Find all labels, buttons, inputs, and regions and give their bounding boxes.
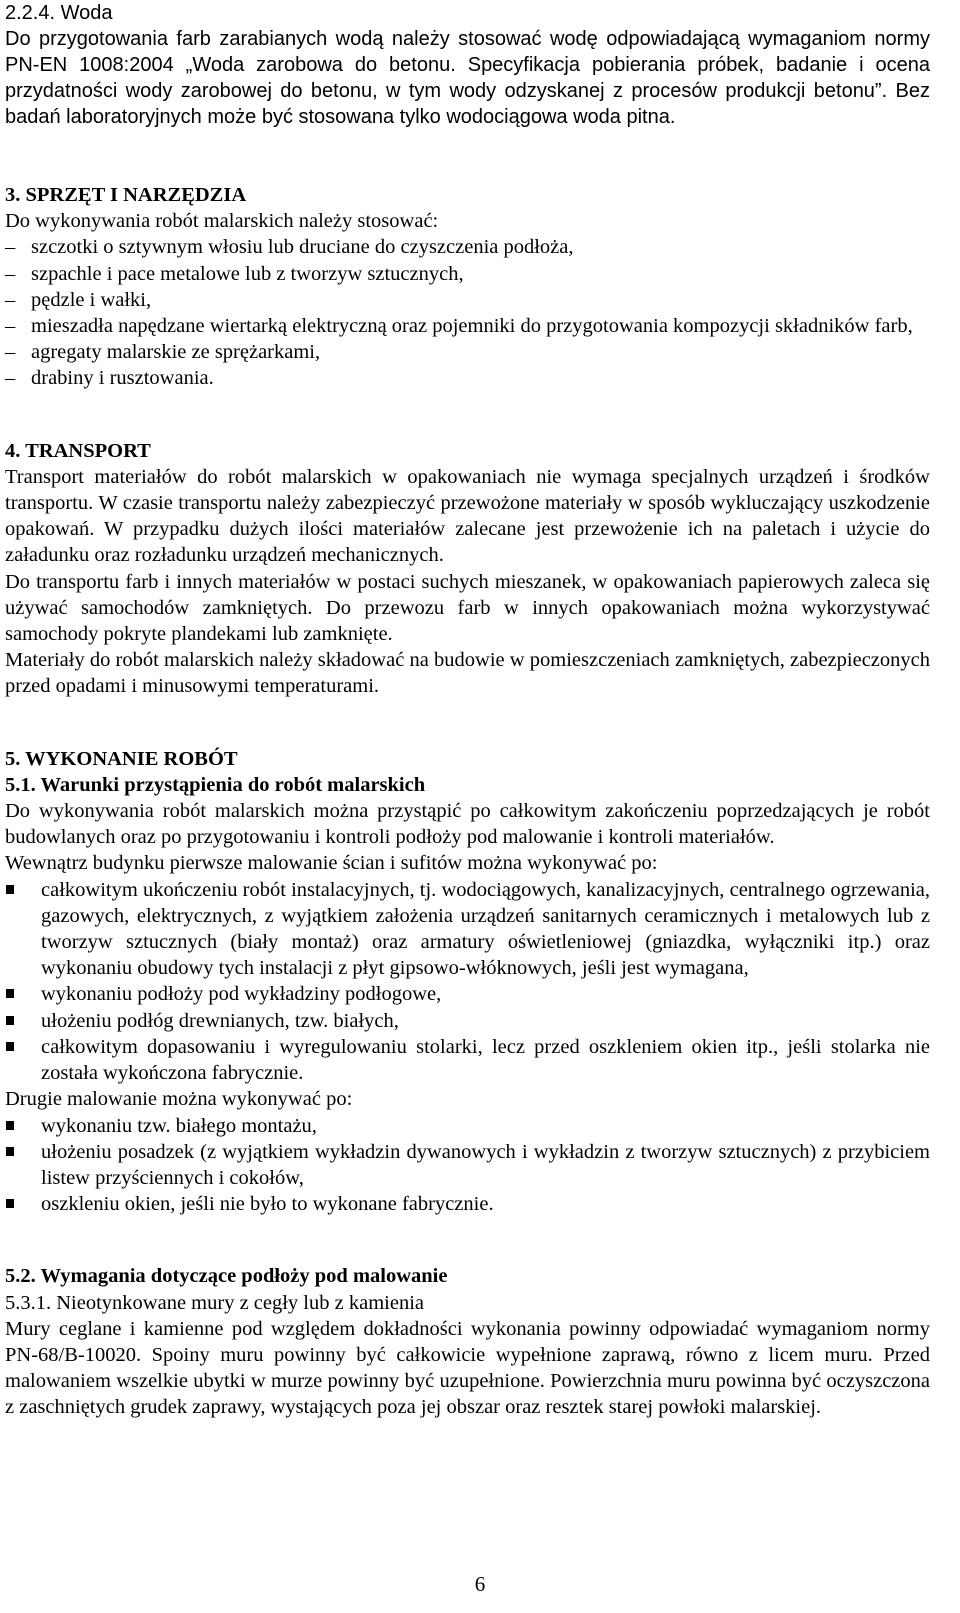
list-item: całkowitym ukończeniu robót instalacyjnych, tj. wodociągowych, kanalizacyjnych, centralnego ogrzewania, gazowych, elektrycznych, z wyjątkiem założenia urządzeń sanitarnych ceramicznych i metalowych lub z tworzyw sztucznych (biały montaż) oraz armatury oświetleniowej (gniazdka, wyłączniki itp.) oraz wykonaniu obudowy tych instalacji z płyt gipsowo-włóknowych, jeśli jest wymagana, bbox=[5, 877, 930, 982]
list-item: – agregaty malarskie ze sprężarkami, bbox=[5, 339, 930, 365]
dash-icon: – bbox=[5, 236, 16, 259]
square-bullet-icon bbox=[6, 1042, 14, 1051]
section-woda bbox=[5, 0, 930, 130]
dash-icon: – bbox=[5, 288, 16, 311]
section-podloza-heading: 5.2. Wymagania dotyczące podłoży pod malowanie bbox=[5, 1265, 448, 1288]
list-item: – drabiny i rusztowania. bbox=[5, 365, 930, 391]
section-wykonanie-subheading: 5.1. Warunki przystąpienia do robót malarskich bbox=[5, 773, 426, 796]
square-bullet-icon bbox=[6, 1121, 14, 1130]
section-woda-paragraph: Do przygotowania farb zarabianych wodą należy stosować wodę odpowiadającą wymaganiom normy PN-EN 1008:2004 „Woda zarobowa do betonu. Specyfikacja pobierania próbek, badanie i ocena przydatności wody zarobowej do betonu, w tym wody odzyskanej z procesów produkcji betonu”. Bez badań laboratoryjnych może być stosowana tylko wodociągowa woda pitna. bbox=[5, 28, 930, 128]
list-item: wykonaniu tzw. białego montażu, bbox=[5, 1113, 930, 1139]
wykonanie-intro: Do wykonywania robót malarskich można przystąpić po całkowitym zakończeniu poprzedzających je robót budowlanych oraz po przygotowaniu i kontroli podłoży pod malowanie i kontroli materiałów. bbox=[5, 800, 930, 849]
section-wykonanie-heading: 5. WYKONANIE ROBÓT bbox=[5, 747, 238, 770]
dash-icon: – bbox=[5, 341, 16, 364]
list-item: wykonaniu podłoży pod wykładziny podłogowe, bbox=[5, 981, 930, 1007]
second-painting-intro: Drugie malowanie można wykonywać po: bbox=[5, 1088, 353, 1111]
page-number: 6 bbox=[474, 1572, 486, 1596]
section-transport-heading: 4. TRANSPORT bbox=[5, 439, 151, 462]
section-sprzet bbox=[5, 182, 930, 1421]
square-bullet-icon bbox=[6, 989, 14, 998]
section-sprzet-heading: 3. SPRZĘT I NARZĘDZIA bbox=[5, 184, 247, 206]
transport-paragraph: Do transportu farb i innych materiałów w postaci suchych mieszanek, w opakowaniach papierowych zaleca się używać samochodów zamkniętych. Do przewozu farb w innych opakowaniach można wykorzystywać samochody pokryte plandekami lub zamknięte. bbox=[5, 570, 930, 646]
section-podloza-subheading: 5.3.1. Nieotynkowane mury z cegły lub z kamienia bbox=[5, 1291, 424, 1314]
dash-icon: – bbox=[5, 367, 16, 390]
square-bullet-icon bbox=[6, 1016, 14, 1025]
square-bullet-icon bbox=[6, 1147, 14, 1156]
podloza-paragraph: Mury ceglane i kamienne pod względem dokładności wykonania powinny odpowiadać wymaganiom normy PN-68/B-10020. Spoiny muru powinny być całkowicie wypełnione zaprawą, równo z licem muru. Przed malowaniem wszelkie ubytki w murze powinny być uzupełnione. Powierzchnia muru powinna być oczyszczona z zaschniętych grudek zaprawy, wystających poza jej obszar oraz resztek starej powłoki malarskiej. bbox=[5, 1317, 930, 1419]
dash-icon: – bbox=[5, 262, 16, 285]
transport-paragraph: Transport materiałów do robót malarskich w opakowaniach nie wymaga specjalnych urządzeń i środków transportu. W czasie transportu należy zabezpieczyć przewożone materiały w sposób wykluczający uszkodzenie opakowań. W przypadku dużych ilości materiałów zalecane jest przewożenie ich na paletach i użycie do załadunku oraz rozładunku urządzeń mechanicznych. bbox=[5, 465, 930, 567]
list-item: ułożeniu posadzek (z wyjątkiem wykładzin dywanowych i wykładzin z tworzyw sztucznych) z przybiciem listew przyściennych i cokołów, bbox=[5, 1139, 930, 1191]
section-sprzet-intro: Do wykonywania robót malarskich należy stosować: bbox=[5, 210, 439, 233]
list-item: – szczotki o sztywnym włosiu lub druciane do czyszczenia podłoża, bbox=[5, 234, 930, 260]
square-bullet-icon bbox=[6, 1199, 14, 1208]
section-woda-heading: 2.2.4. Woda bbox=[5, 2, 113, 24]
transport-paragraph: Materiały do robót malarskich należy składować na budowie w pomieszczeniach zamkniętych, zabezpieczonych przed opadami i minusowymi temperaturami. bbox=[5, 649, 930, 698]
list-item: – mieszadła napędzane wiertarką elektryczną oraz pojemniki do przygotowania kompozycji składników farb, bbox=[5, 313, 930, 339]
list-item: – szpachle i pace metalowe lub z tworzyw sztucznych, bbox=[5, 261, 930, 287]
list-item: całkowitym dopasowaniu i wyregulowaniu stolarki, lecz przed oszkleniem okien itp., jeśli stolarka nie została wykończona fabrycznie. bbox=[5, 1034, 930, 1086]
tools-list bbox=[5, 234, 930, 391]
square-bullet-icon bbox=[6, 885, 14, 894]
second-painting-list bbox=[5, 1113, 930, 1218]
first-painting-list bbox=[5, 877, 930, 1087]
list-item: ułożeniu podłóg drewnianych, tzw. białych, bbox=[5, 1008, 930, 1034]
first-painting-intro: Wewnątrz budynku pierwsze malowanie ścian i sufitów można wykonywać po: bbox=[5, 852, 658, 875]
list-item: oszkleniu okien, jeśli nie było to wykonane fabrycznie. bbox=[5, 1191, 930, 1217]
list-item: – pędzle i wałki, bbox=[5, 287, 930, 313]
document-page bbox=[5, 0, 930, 1421]
dash-icon: – bbox=[5, 315, 16, 338]
